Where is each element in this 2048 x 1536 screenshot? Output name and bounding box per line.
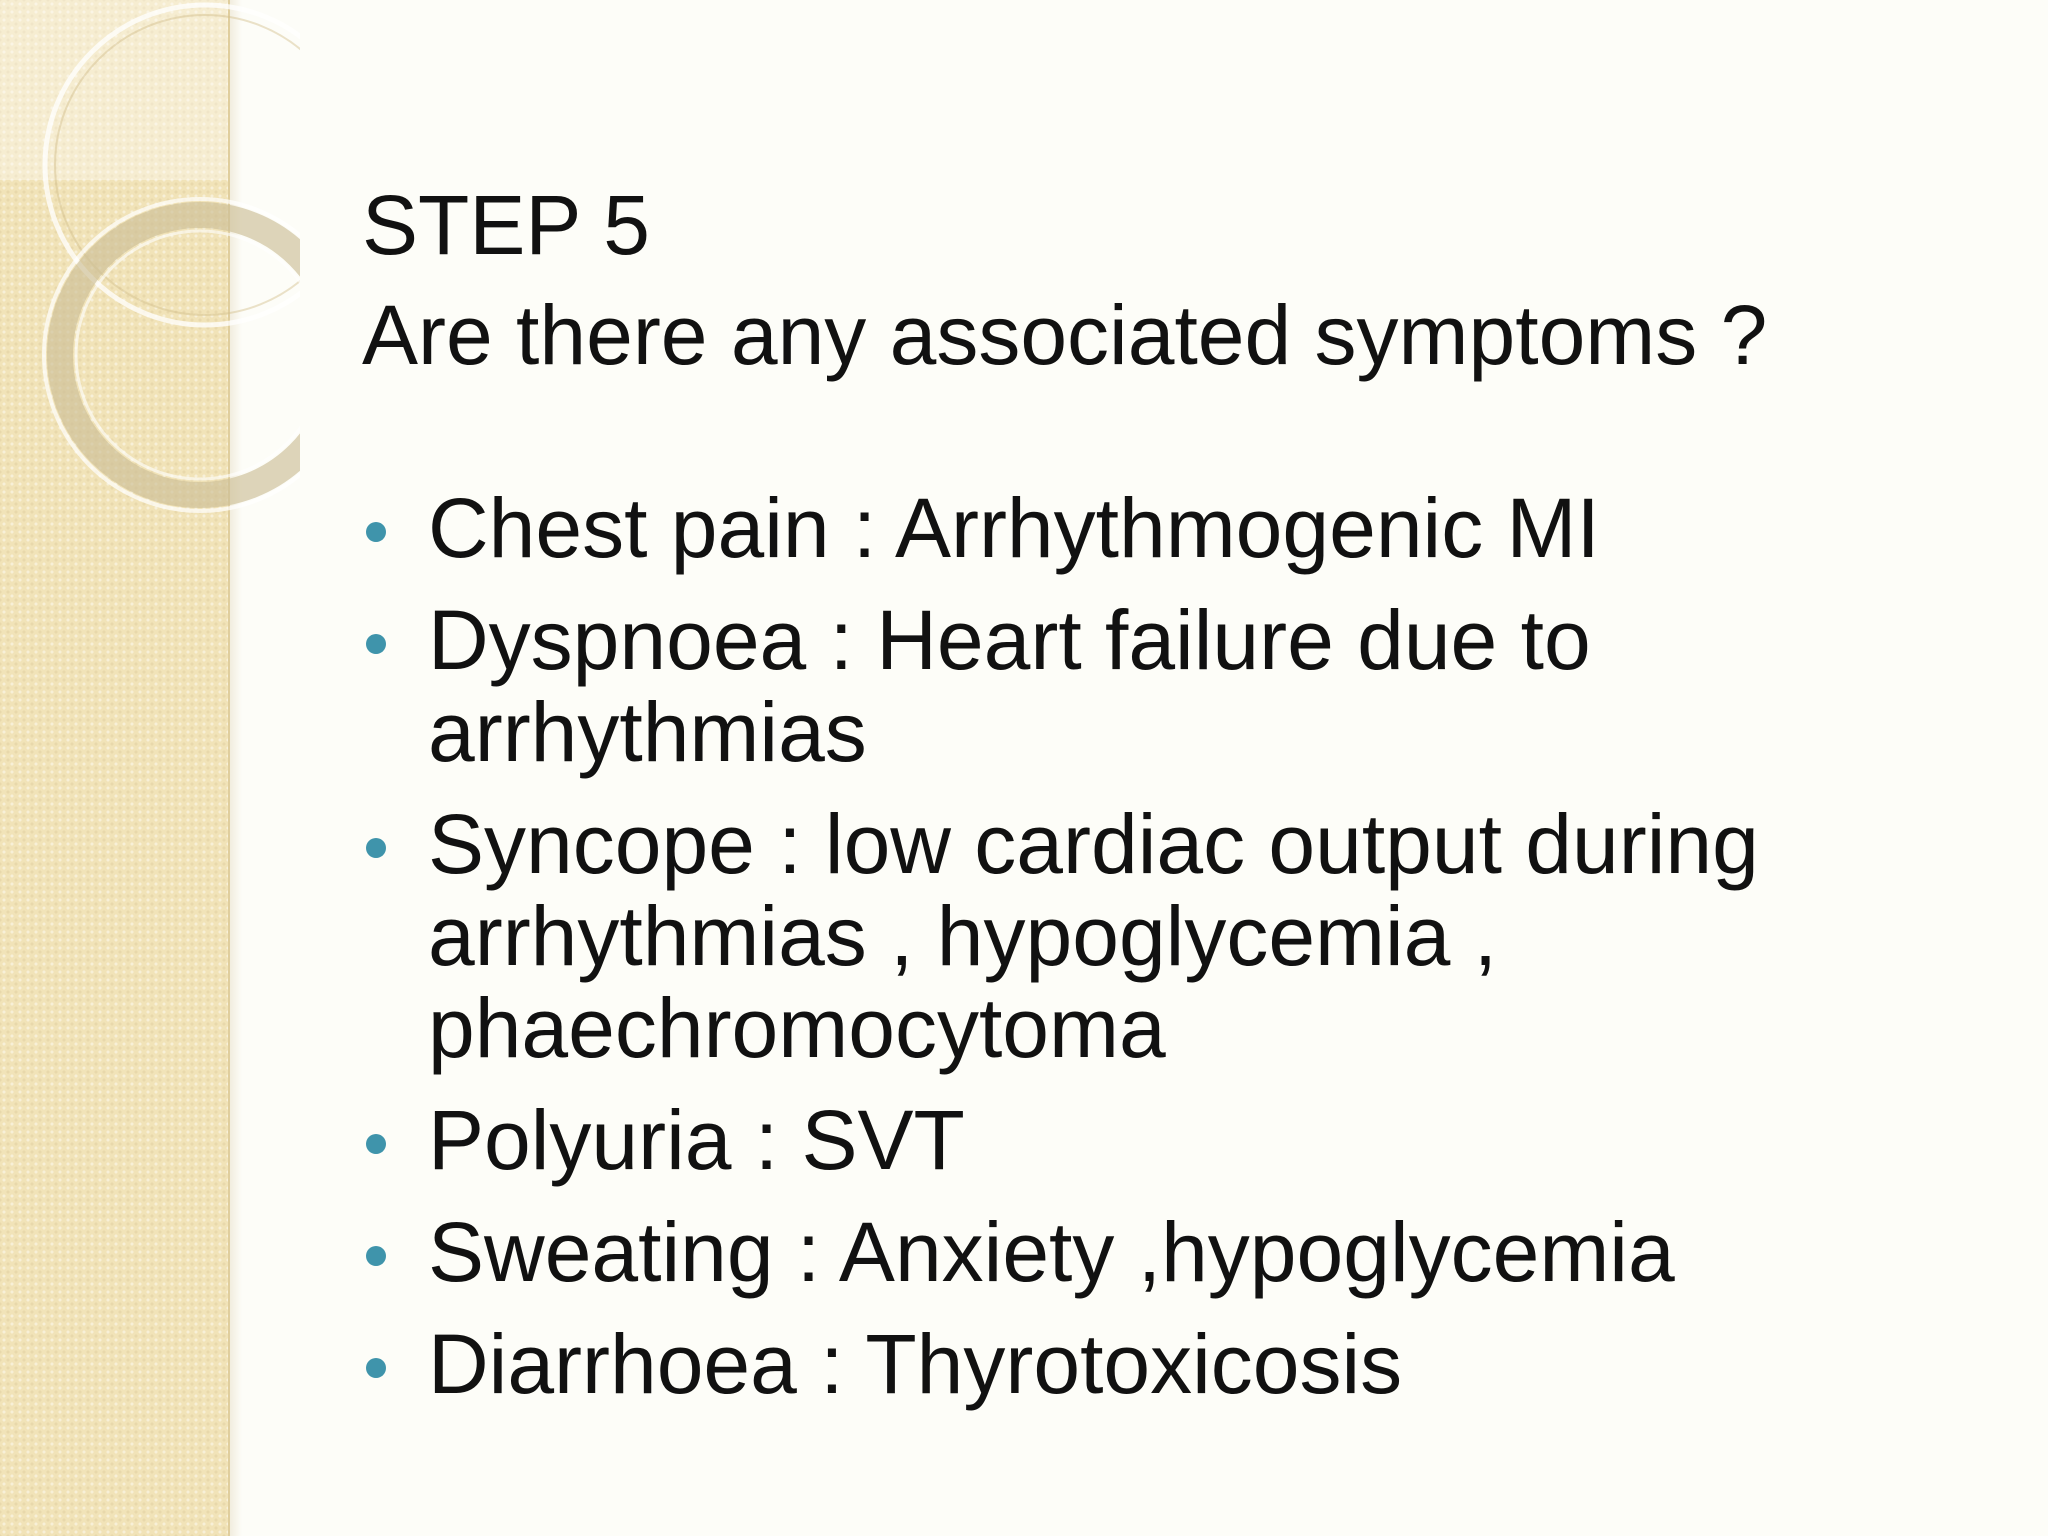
decorative-circles-icon	[0, 0, 300, 520]
list-item	[362, 594, 1962, 778]
bullet-icon	[366, 1134, 386, 1154]
list-item	[362, 482, 1962, 574]
slide-content	[362, 170, 1962, 1430]
bullet-icon	[366, 634, 386, 654]
list-item-text: Diarrhoea : Thyrotoxicosis	[428, 1317, 1403, 1411]
step-heading: STEP 5	[362, 178, 650, 272]
list-item-text: Dyspnoea : Heart failure due to arrhythmias	[428, 593, 1591, 779]
bullet-icon	[366, 838, 386, 858]
list-item-text: Syncope : low cardiac output during arrhythmias , hypoglycemia , phaechromocytoma	[428, 797, 1759, 1075]
question-heading: Are there any associated symptoms ?	[362, 288, 1768, 382]
bullet-icon	[366, 1358, 386, 1378]
list-item	[362, 1318, 1962, 1410]
list-item	[362, 1094, 1962, 1186]
list-item-text: Polyuria : SVT	[428, 1093, 965, 1187]
list-item	[362, 798, 1962, 1074]
bullet-icon	[366, 1246, 386, 1266]
list-item-text: Chest pain : Arrhythmogenic MI	[428, 481, 1600, 575]
list-item	[362, 1206, 1962, 1298]
list-item-text: Sweating : Anxiety ,hypoglycemia	[428, 1205, 1675, 1299]
bullet-icon	[366, 522, 386, 542]
symptom-list	[362, 482, 1962, 1410]
